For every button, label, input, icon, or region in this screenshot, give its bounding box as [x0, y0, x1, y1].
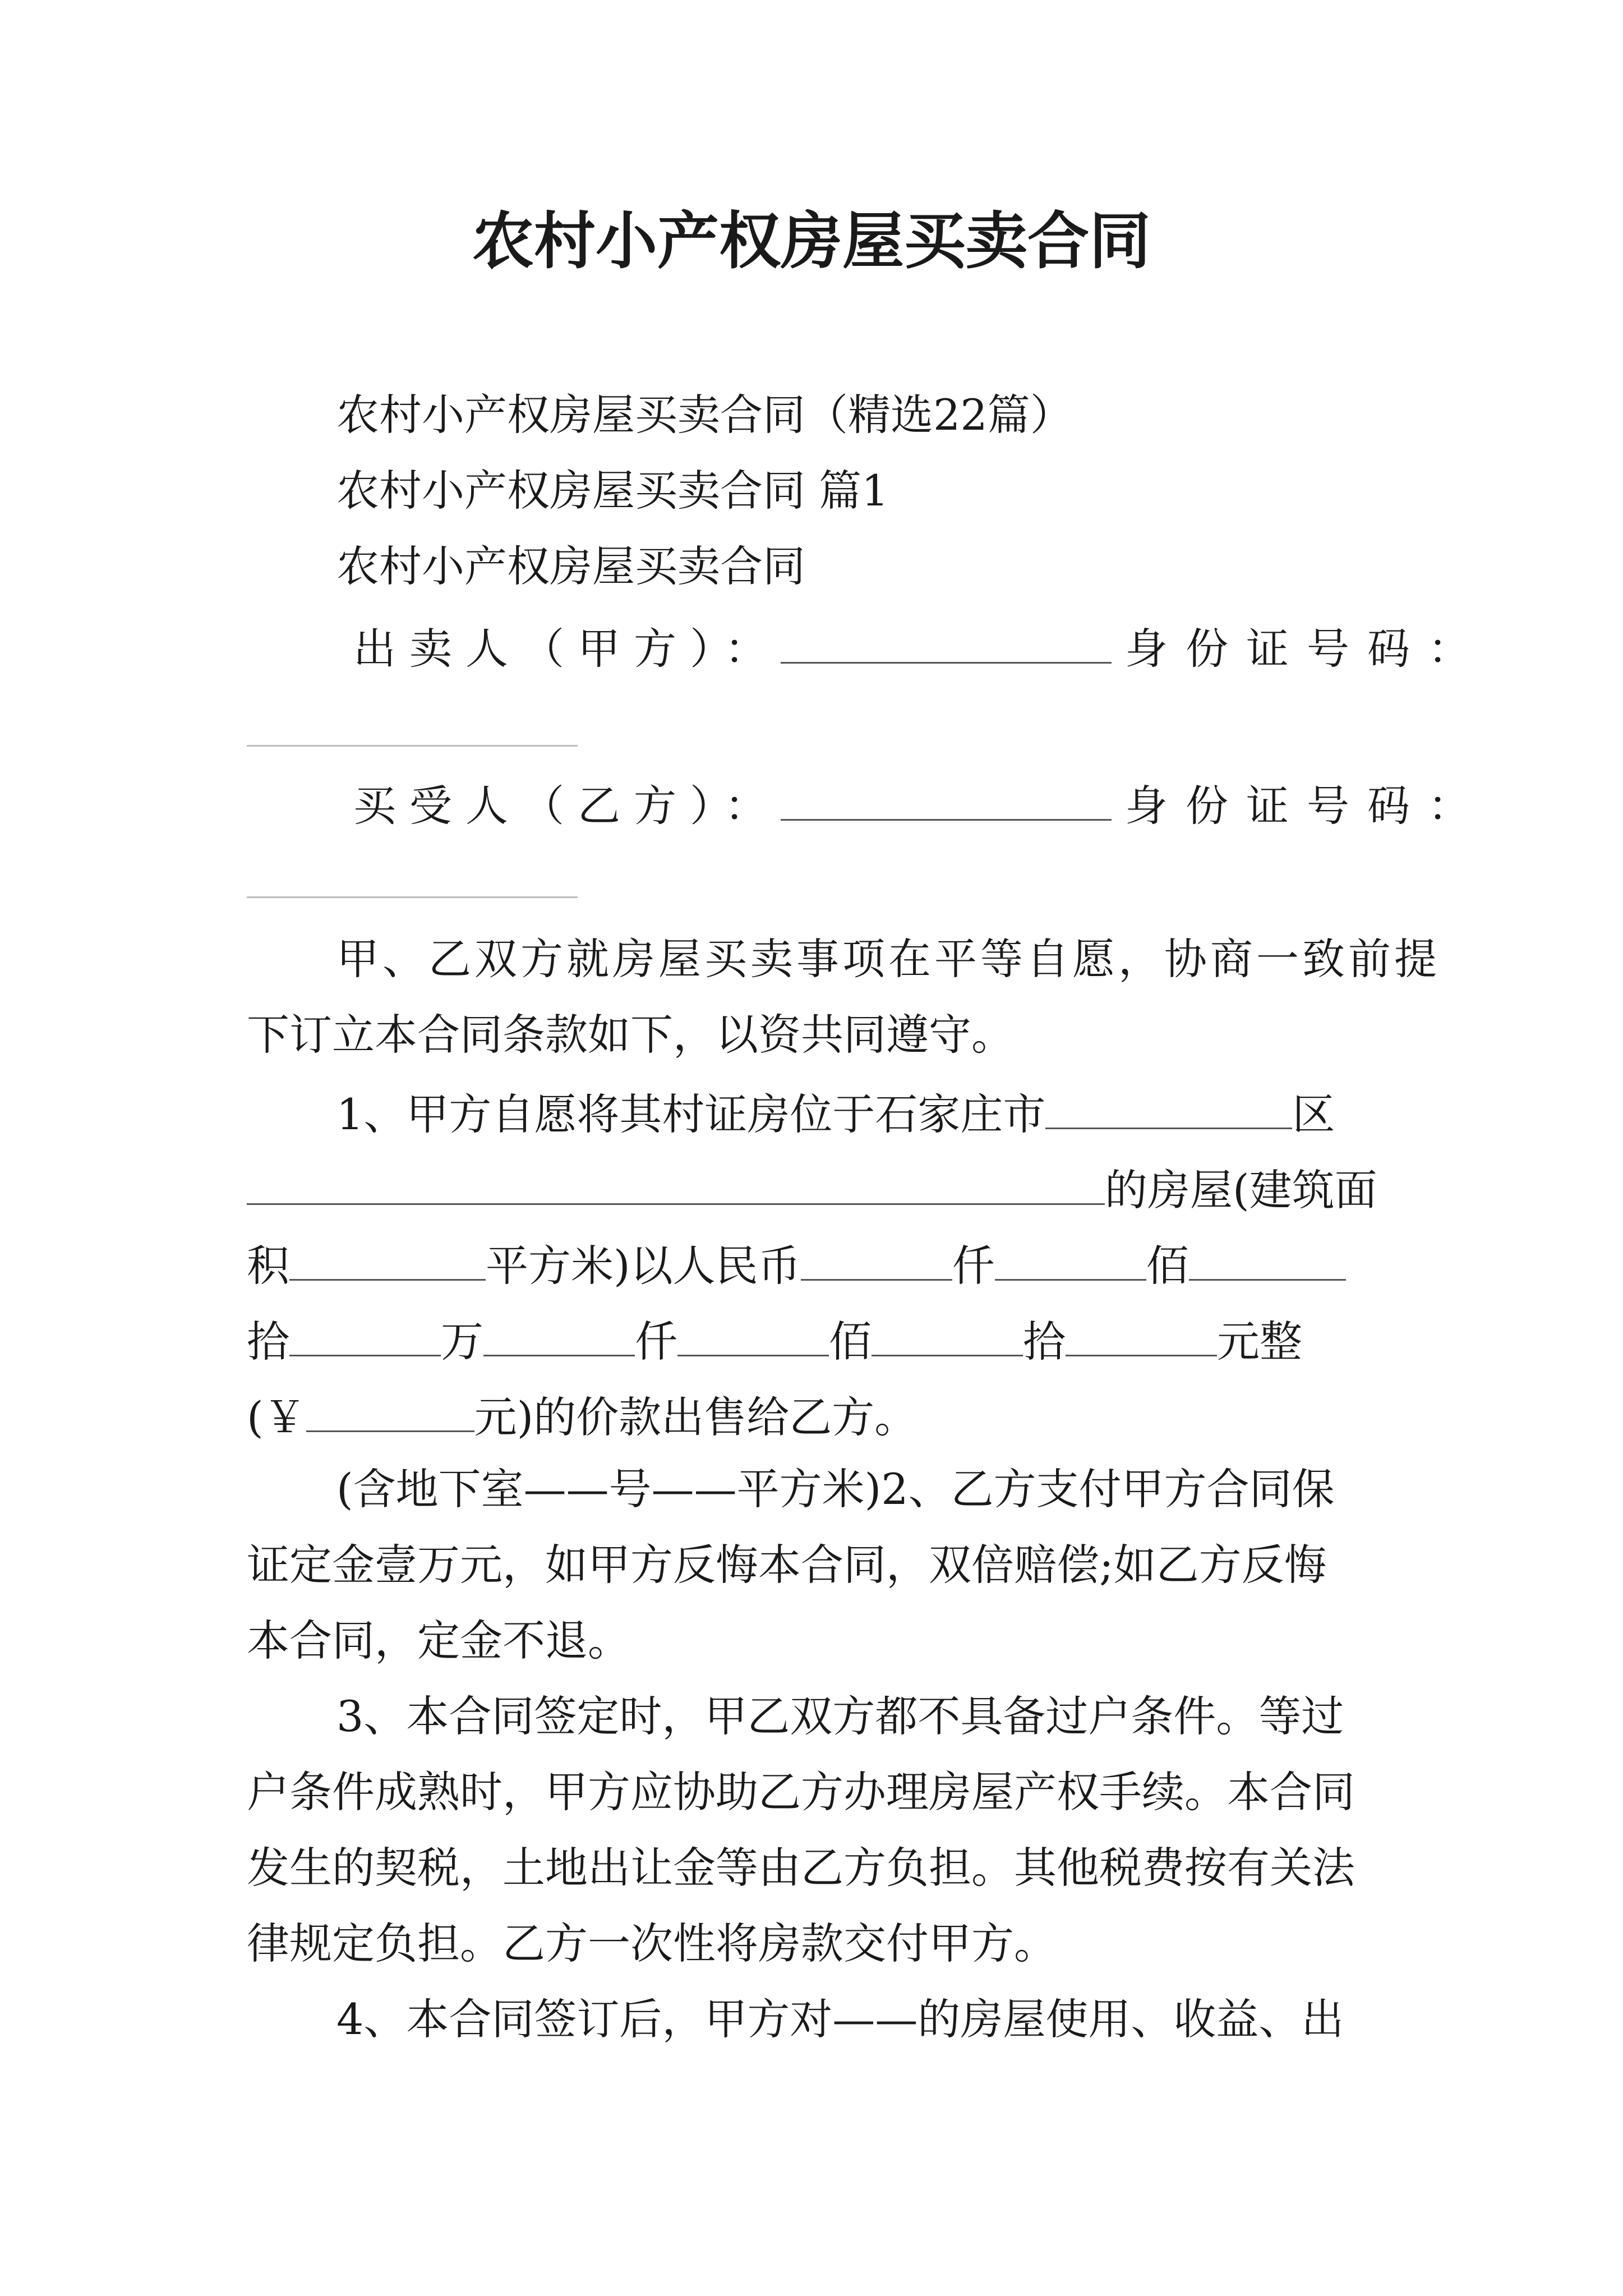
contract-name: 农村小产权房屋买卖合同 — [336, 541, 805, 591]
clause1-text-b: 的房屋(建筑面 — [1105, 1165, 1377, 1215]
address-blank — [247, 1158, 1105, 1205]
seller-id-blank — [247, 745, 578, 747]
unit-yuan-zheng: 元整 — [1217, 1317, 1302, 1366]
district-label: 区 — [1292, 1089, 1335, 1139]
seller-row — [353, 617, 1488, 677]
clause4-line-1: 4、本合同签订后，甲方对——的房屋使用、收益、出 — [336, 1994, 1344, 2044]
clause1-line-2 — [247, 1158, 1377, 1218]
buyer-label: 买受人（乙方）： — [353, 781, 781, 831]
clause3-line-3: 发生的契税，土地出让金等由乙方负担。其他税费按有关法 — [247, 1843, 1355, 1893]
price-wan-blank — [289, 1310, 441, 1356]
unit-shi-2: 拾 — [1023, 1317, 1066, 1366]
area-label: 积 — [247, 1241, 289, 1291]
area-blank — [289, 1234, 486, 1281]
subtitle: 农村小产权房屋买卖合同（精选22篇） — [336, 390, 1073, 440]
clause2-line-1: (含地下室——号——平方米)2、乙方支付甲方合同保 — [336, 1464, 1335, 1514]
price-shi-wan-blank — [1189, 1234, 1346, 1281]
intro-line-2: 下订立本合同条款如下，以资共同遵守。 — [247, 1010, 1014, 1060]
seller-name-blank — [781, 617, 1112, 664]
unit-qian-2: 仟 — [635, 1317, 677, 1366]
price-qian-blank — [483, 1310, 635, 1356]
price-yuan-blank — [1066, 1310, 1217, 1356]
buyer-name-blank — [781, 774, 1112, 821]
clause2-line-2: 证定金壹万元，如甲方反悔本合同，双倍赔偿;如乙方反悔 — [247, 1540, 1327, 1590]
page-title: 农村小产权房屋买卖合同 — [472, 205, 1151, 277]
unit-qian-1: 仟 — [952, 1241, 995, 1291]
buyer-row — [353, 774, 1488, 834]
buyer-id-label: 身份证号码： — [1125, 781, 1488, 831]
clause1-text-a: 1、甲方自愿将其村证房位于石家庄市 — [336, 1089, 1046, 1139]
yen-open: (￥ — [247, 1392, 306, 1442]
price-qian-wan-blank — [801, 1234, 952, 1281]
clause1-line-1 — [336, 1083, 1335, 1143]
price-shi-blank — [872, 1310, 1023, 1356]
district-blank — [1045, 1083, 1292, 1129]
intro-line-1: 甲、乙双方就房屋买卖事项在平等自愿，协商一致前提 — [336, 934, 1440, 984]
clause3-line-1: 3、本合同签定时，甲乙双方都不具备过户条件。等过 — [336, 1691, 1344, 1741]
clause2-line-3: 本合同，定金不退。 — [247, 1616, 630, 1665]
yen-amount-blank — [306, 1386, 474, 1432]
unit-bai-1: 佰 — [1146, 1241, 1189, 1291]
seller-label: 出卖人（甲方）： — [353, 624, 781, 674]
clause3-line-2: 户条件成熟时，甲方应协助乙方办理房屋产权手续。本合同 — [247, 1767, 1355, 1817]
buyer-id-blank — [247, 896, 578, 898]
clause1-line-3 — [247, 1234, 1346, 1294]
section-heading: 农村小产权房屋买卖合同 篇1 — [336, 466, 889, 516]
clause1-line-5 — [247, 1386, 917, 1446]
clause3-line-4: 律规定负担。乙方一次性将房款交付甲方。 — [247, 1918, 1057, 1968]
price-bai-wan-blank — [995, 1234, 1146, 1281]
price-bai-blank — [677, 1310, 829, 1356]
seller-id-label: 身份证号码： — [1125, 624, 1488, 674]
clause1-text-e: 元)的价款出售给乙方。 — [474, 1392, 917, 1442]
unit-shi-1: 拾 — [247, 1317, 289, 1366]
price-intro: 平方米)以人民币 — [486, 1241, 801, 1291]
clause1-line-4 — [247, 1310, 1302, 1370]
unit-wan: 万 — [441, 1317, 483, 1366]
unit-bai-2: 佰 — [829, 1317, 872, 1366]
